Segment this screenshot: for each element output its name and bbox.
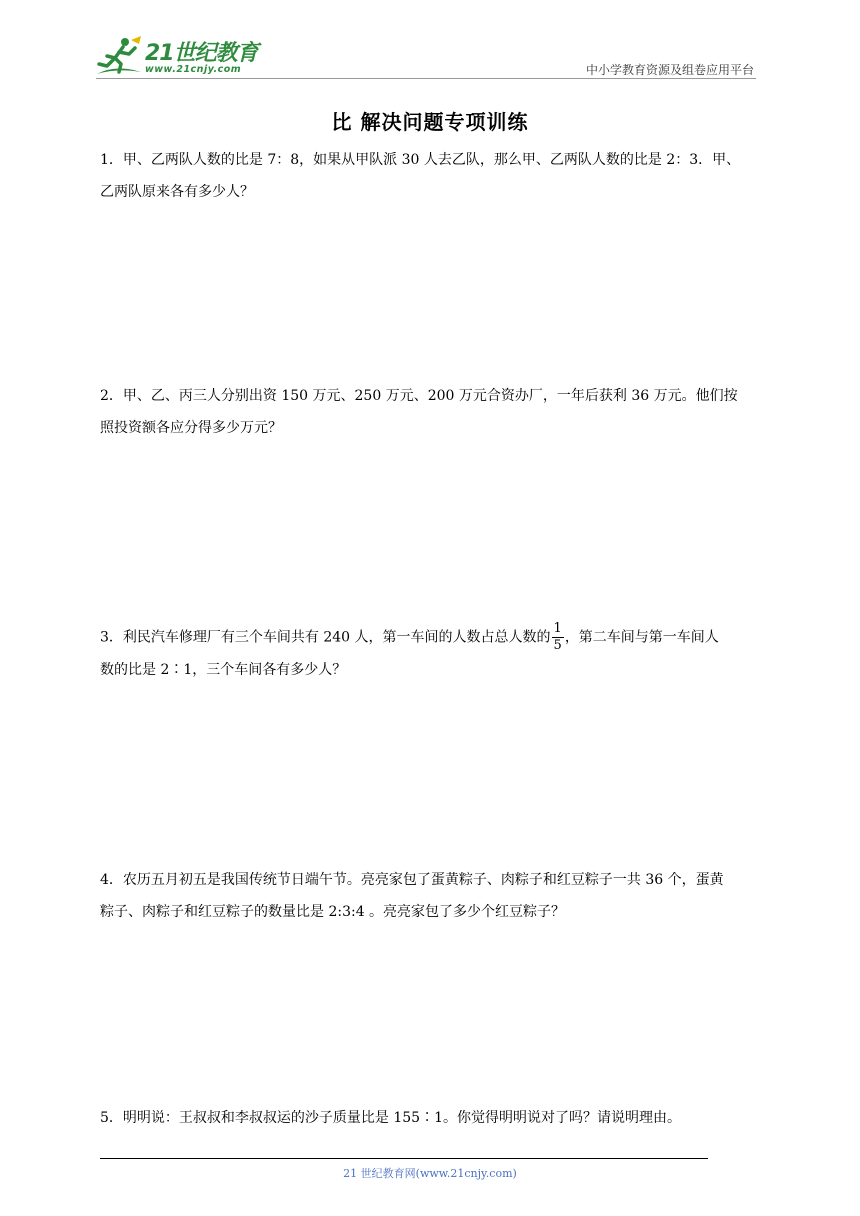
question-1-line1: 1．甲、乙两队人数的比是 7：8，如果从甲队派 30 人去乙队，那么甲、乙两队人数的比是 2：3．甲、 xyxy=(100,152,741,168)
fraction-one-fifth xyxy=(552,621,564,654)
fraction-denominator: 5 xyxy=(553,638,562,653)
footer-source[interactable]: 21 世纪教育网(www.21cnjy.com) xyxy=(343,1167,517,1180)
site-logo xyxy=(95,34,270,80)
question-2 xyxy=(100,380,762,444)
question-4-line1: 4．农历五月初五是我国传统节日端午节。亮亮家包了蛋黄粽子、肉粽子和红豆粽子一共 36 个，蛋黄 xyxy=(100,872,724,888)
runner-logo-icon xyxy=(95,34,145,80)
question-5-line1: 5．明明说：王叔叔和李叔叔运的沙子质量比是 155∶1。你觉得明明说对了吗？请说明理由。 xyxy=(100,1110,681,1126)
page-title: 比 解决问题专项训练 xyxy=(331,110,529,134)
question-2-line1: 2．甲、乙、丙三人分别出资 150 万元、250 万元、200 万元合资办厂，一年后获利 36 万元。他们按 xyxy=(100,388,738,404)
question-3-line2: 数的比是 2∶1，三个车间各有多少人？ xyxy=(100,662,347,678)
question-3-text-a: 3．利民汽车修理厂有三个车间共有 240 人，第一车间的人数占总人数的 xyxy=(100,629,551,646)
question-2-line2: 照投资额各应分得多少万元？ xyxy=(100,420,282,436)
header-divider xyxy=(96,78,756,79)
platform-name: 中小学教育资源及组卷应用平台 xyxy=(585,63,754,77)
question-3-text-b: ，第二车间与第一车间人 xyxy=(564,629,719,646)
fraction-numerator: 1 xyxy=(553,621,562,636)
question-3-line1 xyxy=(100,621,762,654)
question-4-line2: 粽子、肉粽子和红豆粽子的数量比是 2:3:4 。亮亮家包了多少个红豆粽子？ xyxy=(100,904,566,920)
question-5 xyxy=(100,1102,762,1134)
question-3 xyxy=(100,621,762,686)
logo-text: 21世纪教育 xyxy=(145,41,258,66)
question-4 xyxy=(100,864,762,928)
logo-url: www.21cnjy.com xyxy=(145,64,242,75)
question-1-line2: 乙两队原来各有多少人？ xyxy=(100,184,254,200)
footer-divider xyxy=(100,1158,708,1159)
question-1 xyxy=(100,144,762,208)
